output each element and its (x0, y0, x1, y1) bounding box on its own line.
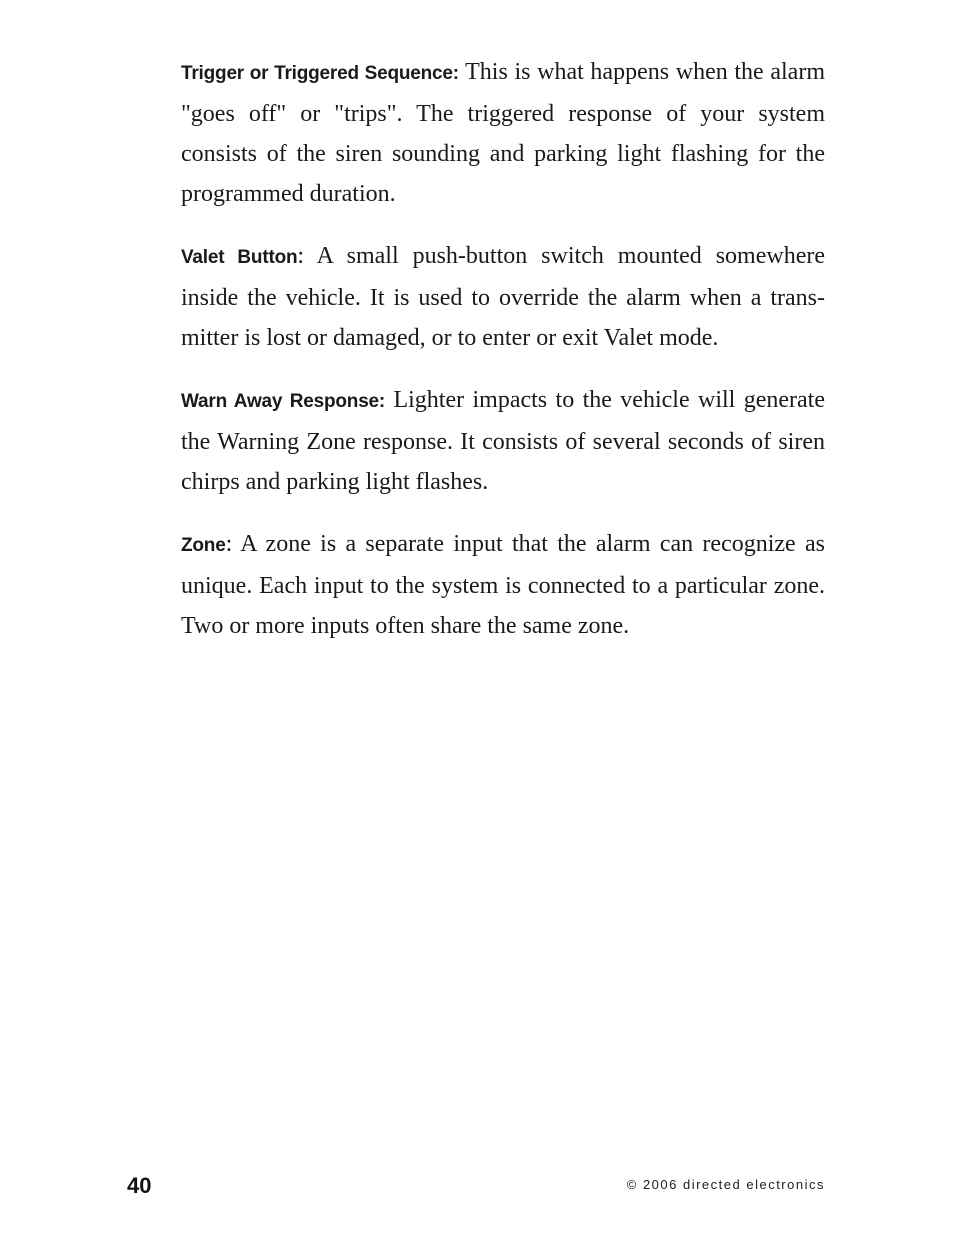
glossary-term: Zone (181, 535, 226, 556)
page-number: 40 (127, 1173, 152, 1198)
glossary-term: Valet Button (181, 247, 298, 268)
glossary-entry-zone (181, 524, 825, 646)
glossary-content (181, 52, 825, 668)
glossary-entry-valet-button (181, 236, 825, 358)
copyright-notice: © 2006 directed electronics (626, 1177, 825, 1192)
glossary-definition: Lighter impacts to the vehicle will generate the Warning Zone response. It consists of several seconds of siren chirps and parking light flashes. (181, 387, 825, 495)
glossary-term: Trigger or Triggered Sequence: (181, 63, 459, 84)
glossary-entry-trigger (181, 52, 825, 214)
glossary-entry-warn-away (181, 380, 825, 502)
glossary-definition: : A small push-button switch mounted somewhere inside the vehicle. It is used to override the alarm when a transmitter is lost or damaged, or to enter or exit Valet mode. (181, 243, 826, 351)
glossary-definition: : A zone is a separate input that the alarm can recognize as unique. Each input to the system is connected to a particular zone. Two or more inputs often share the same zone. (181, 531, 825, 639)
glossary-term: Warn Away Response: (181, 391, 386, 412)
glossary-definition: This is what happens when the alarm "goes off" or "trips". The triggered response of your system consists of the siren sounding and parking light flashing for the programmed duration. (181, 59, 825, 207)
